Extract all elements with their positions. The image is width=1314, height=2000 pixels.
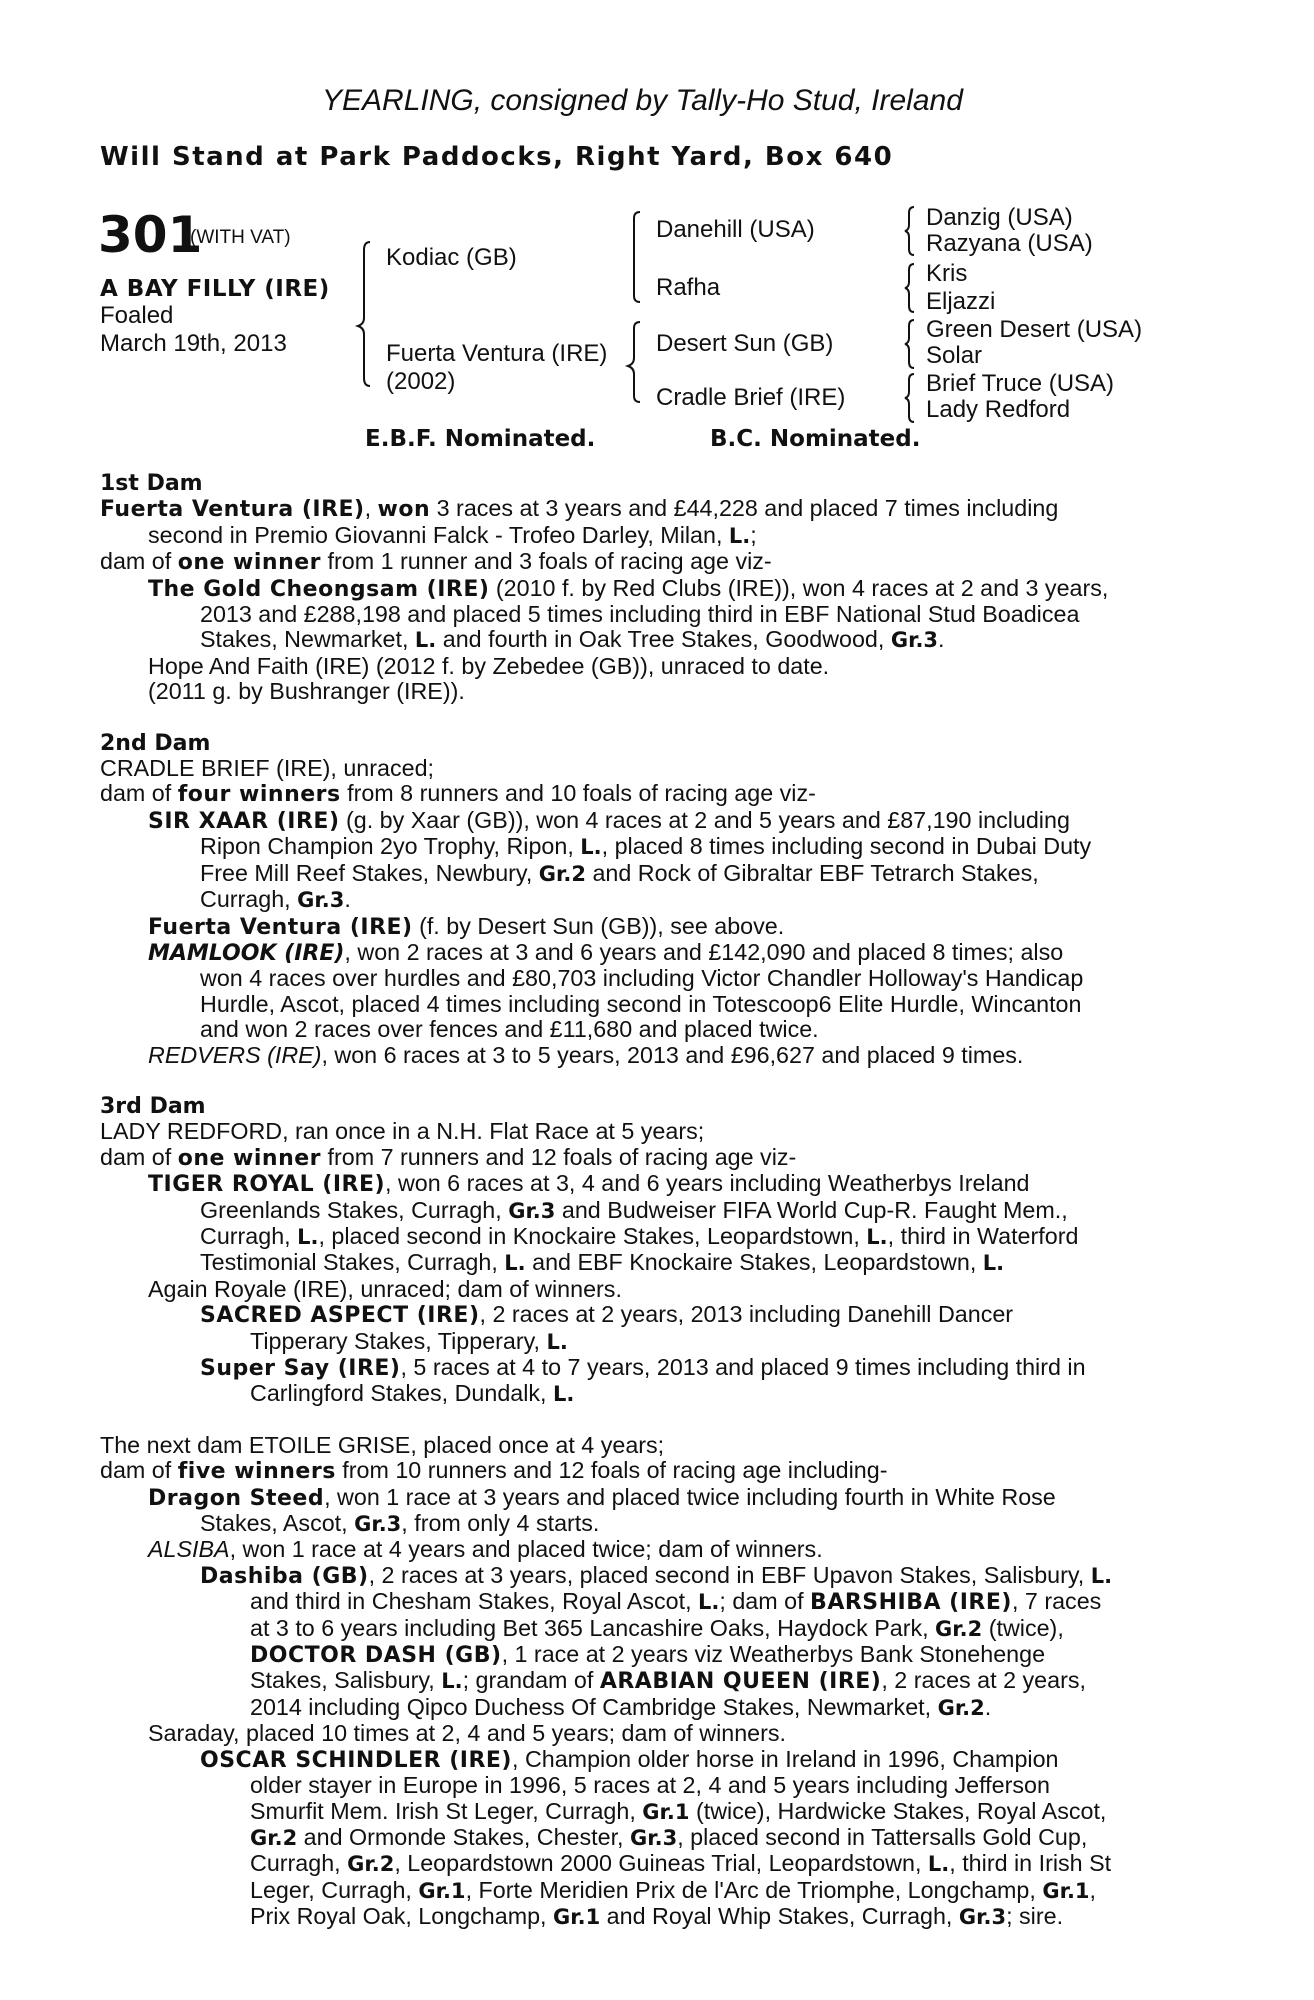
progeny-name: Super Say (IRE): [200, 1356, 401, 1381]
text: , 7 races: [1011, 1588, 1102, 1615]
text: .: [984, 1693, 992, 1720]
pedigree-sire-sire: Danehill (USA): [656, 216, 815, 243]
text: ;: [750, 521, 757, 548]
progeny-name: The Gold Cheongsam (IRE): [148, 576, 490, 602]
text: , 5 races at 4 to 7 years, 2013 and placed 9 times including third in: [400, 1354, 1086, 1380]
pedigree-bracket-dam: [630, 320, 650, 410]
text: ; sire.: [1006, 1903, 1064, 1930]
text: Prix Royal Oak, Longchamp,: [250, 1903, 553, 1930]
text: ,: [364, 495, 378, 522]
winners-count: one winner: [177, 550, 322, 576]
grade: Gr.3: [630, 1825, 678, 1850]
grade: L.: [698, 1590, 720, 1615]
pedigree-bracket-g3b: [905, 262, 921, 314]
text: , third in Waterford: [887, 1222, 1079, 1249]
grade: Gr.3: [958, 1905, 1007, 1930]
won-label: won: [377, 497, 431, 523]
text: CRADLE BRIEF (IRE), unraced;: [100, 755, 435, 782]
family-details: [100, 470, 1200, 1931]
pedigree-g3-2: Razyana (USA): [926, 230, 1093, 257]
progeny-entry: (2011 g. by Bushranger (IRE)).: [148, 678, 465, 705]
text: 2014 including Qipco Duchess Of Cambridge Stakes, Newmarket,: [250, 1693, 938, 1720]
text: , placed second in Knockaire Stakes, Leopardstown,: [318, 1222, 867, 1249]
progeny-name: BARSHIBA (IRE): [810, 1590, 1012, 1616]
foaled-label: Foaled: [100, 302, 174, 329]
vat-note: (WITH VAT): [190, 227, 291, 248]
pedigree-g3-7: Brief Truce (USA): [926, 370, 1115, 397]
grade: Gr.2: [935, 1616, 983, 1641]
progeny-name: ARABIAN QUEEN (IRE): [599, 1669, 882, 1695]
text: won 4 races over hurdles and £80,703 including Victor Chandler Holloway's Handicap: [200, 965, 1084, 992]
progeny-name: DOCTOR DASH (GB): [250, 1643, 502, 1669]
text: dam of: [100, 780, 178, 807]
text: , won 6 races at 3 to 5 years, 2013 and £96,627 and placed 9 times.: [321, 1041, 1024, 1068]
grade: Gr.3: [297, 888, 345, 913]
grade: L.: [866, 1224, 888, 1249]
pedigree-g3-5: Green Desert (USA): [926, 316, 1143, 343]
progeny-name: MAMLOOK (IRE): [148, 940, 345, 966]
stand-location: Will Stand at Park Paddocks, Right Yard, Box 640: [100, 142, 894, 172]
pedigree-bracket-g3a: [905, 205, 921, 257]
text: 3 races at 3 years and £44,228 and placed 7 times including: [430, 495, 1059, 522]
text: and Ormonde Stakes, Chester,: [297, 1823, 631, 1850]
text: and won 2 races over fences and £11,680 and placed twice.: [200, 1016, 819, 1043]
grade: L.: [580, 835, 602, 860]
grade: L.: [728, 523, 751, 548]
text: and fourth in Oak Tree Stakes, Goodwood,: [436, 626, 891, 653]
winners-count: five winners: [177, 1459, 336, 1485]
progeny-name: OSCAR SCHINDLER (IRE): [200, 1747, 512, 1773]
progeny-name: TIGER ROYAL (IRE): [148, 1172, 386, 1198]
text: , Forte Meridien Prix de l'Arc de Triomphe, Longchamp,: [465, 1876, 1043, 1903]
text: (g. by Xaar (GB)), won 4 races at 2 and 5 years and £87,190 including: [339, 806, 1070, 833]
dam-name: Fuerta Ventura (IRE): [100, 497, 365, 523]
pedigree-dam: Fuerta Ventura (IRE): [386, 340, 608, 367]
grade: Gr.2: [937, 1695, 985, 1720]
progeny-name: Fuerta Ventura (IRE): [148, 914, 413, 940]
text: Stakes, Salisbury,: [250, 1667, 442, 1694]
grade: L.: [504, 1251, 526, 1276]
text: .: [938, 626, 945, 653]
text: Ripon Champion 2yo Trophy, Ripon,: [200, 833, 581, 860]
text: LADY REDFORD, ran once in a N.H. Flat Race at 5 years;: [100, 1118, 705, 1145]
grade: L.: [927, 1852, 950, 1877]
progeny-name: Dragon Steed: [148, 1485, 325, 1511]
text: , 2 races at 2 years,: [881, 1667, 1086, 1694]
progeny-name: SIR XAAR (IRE): [148, 808, 340, 834]
grade: Gr.1: [642, 1799, 690, 1824]
text: Hurdle, Ascot, placed 4 times including second in Totescoop6 Elite Hurdle, Wincanton: [200, 990, 1082, 1017]
progeny-name: Dashiba (GB): [200, 1563, 369, 1589]
text: and Rock of Gibraltar EBF Tetrarch Stakes,: [585, 859, 1039, 886]
grade: Gr.1: [418, 1878, 466, 1903]
pedigree-dam-dam: Cradle Brief (IRE): [656, 384, 846, 411]
progeny-name: ALSIBA: [148, 1536, 230, 1563]
text: Greenlands Stakes, Curragh,: [200, 1196, 509, 1223]
text: Smurfit Mem. Irish St Leger, Curragh,: [250, 1797, 643, 1824]
grade: L.: [553, 1382, 575, 1407]
grade: Gr.3: [354, 1512, 402, 1537]
text: , won 6 races at 3, 4 and 6 years including Weatherbys Ireland: [385, 1170, 1030, 1197]
grade: Gr.1: [1042, 1878, 1090, 1903]
text: Curragh,: [250, 1850, 348, 1877]
section-first-dam: 1st Dam: [100, 471, 203, 496]
grade: Gr.1: [553, 1905, 601, 1930]
text: and third in Chesham Stakes, Royal Ascot,: [250, 1588, 699, 1615]
winners-count: four winners: [177, 782, 341, 808]
text: Free Mill Reef Stakes, Newbury,: [200, 859, 539, 886]
text: , 2 races at 2 years, 2013 including Danehill Dancer: [479, 1301, 1014, 1328]
grade: Gr.2: [347, 1852, 395, 1877]
text: ; grandam of: [462, 1667, 600, 1694]
lot-number: 301: [98, 206, 203, 264]
text: (f. by Desert Sun (GB)), see above.: [412, 912, 785, 939]
grade: Gr.2: [250, 1825, 298, 1850]
text: dam of: [100, 1143, 178, 1170]
pedigree-bracket-sire: [630, 210, 650, 310]
text: , third in Irish St: [949, 1850, 1112, 1877]
ebf-nomination: E.B.F. Nominated.: [365, 426, 596, 452]
section-second-dam: 2nd Dam: [100, 730, 211, 756]
pedigree-bracket-g3c: [905, 318, 921, 370]
foaled-date: March 19th, 2013: [100, 330, 287, 357]
text: at 3 to 6 years including Bet 365 Lancashire Oaks, Haydock Park,: [250, 1614, 936, 1641]
bc-nomination: B.C. Nominated.: [710, 426, 921, 452]
catalogue-subtitle: YEARLING, consigned by Tally-Ho Stud, Ireland: [322, 84, 963, 117]
text: Stakes, Ascot,: [200, 1510, 355, 1537]
text: (twice),: [982, 1614, 1064, 1641]
horse-name: A BAY FILLY (IRE): [100, 276, 330, 302]
text: Tipperary Stakes, Tipperary,: [250, 1327, 547, 1354]
text: Stakes, Newmarket,: [200, 626, 415, 653]
text: , won 1 race at 3 years and placed twice including fourth in White Rose: [324, 1483, 1056, 1510]
text: older stayer in Europe in 1996, 5 races at 2, 4 and 5 years including Jefferson: [250, 1772, 1050, 1799]
text: , from only 4 starts.: [401, 1510, 600, 1537]
pedigree-g3-4: Eljazzi: [926, 288, 996, 315]
text: , won 1 race at 4 years and placed twice; dam of winners.: [229, 1536, 823, 1563]
text: from 7 runners and 12 foals of racing age viz-: [321, 1143, 797, 1170]
progeny-entry: Hope And Faith (IRE) (2012 f. by Zebedee (GB)), unraced to date.: [148, 652, 830, 679]
text: and EBF Knockaire Stakes, Leopardstown,: [525, 1249, 983, 1276]
pedigree-g3-8: Lady Redford: [926, 396, 1071, 423]
text: and Budweiser FIFA World Cup-R. Faught Mem.,: [555, 1196, 1068, 1223]
winners-count: one winner: [177, 1145, 322, 1171]
pedigree-bracket-main: [360, 240, 380, 390]
text: Curragh,: [200, 886, 298, 913]
progeny-entry: Again Royale (IRE), unraced; dam of winners.: [148, 1275, 622, 1302]
pedigree-sire: Kodiac (GB): [386, 244, 517, 271]
progeny-name: SACRED ASPECT (IRE): [200, 1303, 480, 1329]
text: second in Premio Giovanni Falck - Trofeo Darley, Milan,: [148, 521, 729, 548]
progeny-name: REDVERS (IRE): [148, 1041, 322, 1068]
pedigree-dam-year: (2002): [386, 368, 456, 395]
grade: L.: [1090, 1563, 1113, 1588]
text: , Leopardstown 2000 Guineas Trial, Leopardstown,: [394, 1850, 928, 1877]
pedigree-sire-dam: Rafha: [656, 274, 721, 301]
text: , placed second in Tattersalls Gold Cup,: [677, 1823, 1088, 1850]
grade: L.: [297, 1224, 319, 1249]
text: 2013 and £288,198 and placed 5 times including third in EBF National Stud Boadicea: [200, 601, 1080, 628]
grade: Gr.3: [890, 628, 939, 653]
text: , Champion older horse in Ireland in 1996, Champion: [512, 1745, 1059, 1772]
text: Carlingford Stakes, Dundalk,: [250, 1380, 554, 1407]
grade: L.: [441, 1669, 463, 1694]
text: ,: [1089, 1876, 1097, 1903]
section-third-dam: 3rd Dam: [100, 1093, 206, 1119]
grade: L.: [982, 1251, 1005, 1276]
grade: L.: [414, 628, 437, 653]
pedigree-g3-1: Danzig (USA): [926, 204, 1073, 231]
text: , placed 8 times including second in Dubai Duty: [601, 833, 1092, 860]
text: from 1 runner and 3 foals of racing age viz-: [321, 548, 772, 575]
text: from 8 runners and 10 foals of racing age viz-: [340, 780, 816, 807]
text: .: [344, 886, 351, 913]
grade: Gr.2: [538, 861, 586, 886]
pedigree-bracket-g3d: [905, 372, 921, 424]
text: Curragh,: [200, 1222, 298, 1249]
pedigree-dam-sire: Desert Sun (GB): [656, 330, 834, 357]
pedigree-g3-3: Kris: [926, 260, 968, 287]
text: from 10 runners and 12 foals of racing age including-: [335, 1457, 888, 1484]
pedigree-g3-6: Solar: [926, 342, 983, 369]
text: (2010 f. by Red Clubs (IRE)), won 4 races at 2 and 3 years,: [489, 574, 1109, 601]
next-dam: The next dam ETOILE GRISE, placed once at 4 years;: [100, 1431, 665, 1458]
progeny-entry: Saraday, placed 10 times at 2, 4 and 5 years; dam of winners.: [148, 1720, 786, 1747]
text: (twice), Hardwicke Stakes, Royal Ascot,: [689, 1797, 1107, 1824]
text: dam of: [100, 1457, 178, 1484]
grade: L.: [546, 1329, 568, 1354]
text: , won 2 races at 3 and 6 years and £142,090 and placed 8 times; also: [344, 938, 1064, 965]
text: dam of: [100, 548, 178, 575]
text: Leger, Curragh,: [250, 1876, 419, 1903]
grade: Gr.3: [508, 1198, 556, 1223]
text: and Royal Whip Stakes, Curragh,: [600, 1903, 959, 1930]
text: Testimonial Stakes, Curragh,: [200, 1249, 505, 1276]
text: ; dam of: [719, 1588, 811, 1615]
text: , 2 races at 3 years, placed second in EBF Upavon Stakes, Salisbury,: [368, 1561, 1091, 1588]
text: , 1 race at 2 years viz Weatherbys Bank Stonehenge: [501, 1641, 1046, 1668]
